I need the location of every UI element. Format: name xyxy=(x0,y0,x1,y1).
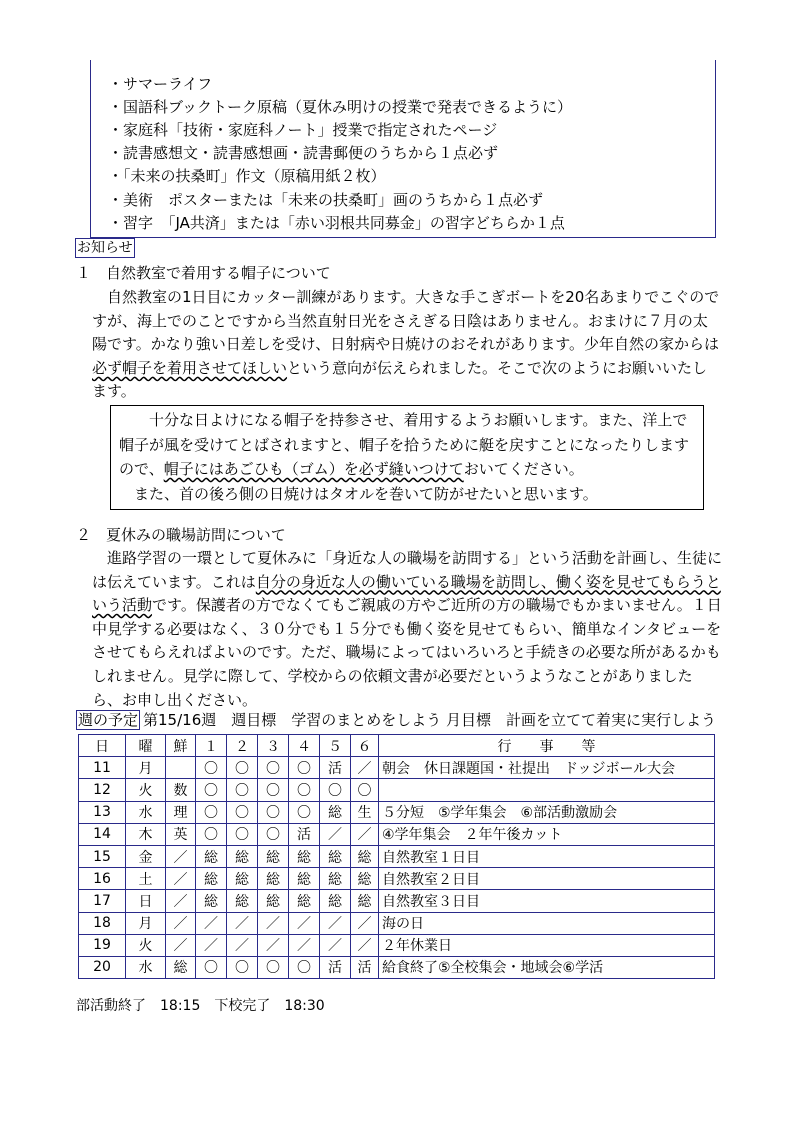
request-underline: 帽子にはあごひも（ゴム）を必ず縫いつけて xyxy=(163,460,464,478)
section2-underline: 自分の身近な人の働いている職場を訪問し、働く姿を見せてもらうという活動 xyxy=(92,572,721,615)
table-cell: 19 xyxy=(79,934,126,956)
table-cell: ／ xyxy=(351,823,379,845)
table-cell: ／ xyxy=(351,757,379,779)
section2-heading: ２ 夏休みの職場訪問について xyxy=(76,526,286,544)
homework-item: ・国語科ブックトーク原稿（夏休み明けの授業で発表できるように） xyxy=(108,98,572,116)
table-cell: ／ xyxy=(320,912,351,934)
event-cell: ④学年集会 ２年午後カット xyxy=(379,823,715,845)
schedule-title: 第15/16週 週目標 学習のまとめをしよう 月目標 計画を立てて着実に実行しよう xyxy=(143,711,717,729)
event-cell xyxy=(379,779,715,801)
column-header: ６ xyxy=(351,735,379,757)
table-cell: 活 xyxy=(289,823,320,845)
table-cell: 〇 xyxy=(227,757,258,779)
table-row xyxy=(79,779,715,801)
table-cell: ／ xyxy=(289,934,320,956)
table-cell: 〇 xyxy=(258,757,289,779)
column-header: ２ xyxy=(227,735,258,757)
table-cell: 14 xyxy=(79,823,126,845)
table-cell: 土 xyxy=(126,868,166,890)
table-cell xyxy=(166,757,196,779)
table-cell: 活 xyxy=(320,757,351,779)
table-cell: ／ xyxy=(351,912,379,934)
table-cell: 活 xyxy=(351,956,379,978)
table-row xyxy=(79,912,715,934)
table-cell: ／ xyxy=(227,912,258,934)
table-cell: 金 xyxy=(126,845,166,867)
table-cell: ／ xyxy=(166,868,196,890)
column-header: 行 事 等 xyxy=(379,735,715,757)
table-cell: 〇 xyxy=(258,956,289,978)
table-cell: 〇 xyxy=(289,779,320,801)
homework-item: ・読書感想文・読書感想画・読書郵便のうちから１点必ず xyxy=(108,144,499,162)
table-cell: 〇 xyxy=(196,801,227,823)
table-cell: 〇 xyxy=(289,757,320,779)
column-header: ５ xyxy=(320,735,351,757)
schedule-footer: 部活動終了 18:15 下校完了 18:30 xyxy=(76,998,325,1014)
table-cell: 12 xyxy=(79,779,126,801)
table-cell: 16 xyxy=(79,868,126,890)
table-cell: 総 xyxy=(289,845,320,867)
homework-item: ・「未来の扶桑町」作文（原稿用紙２枚） xyxy=(108,167,386,185)
table-cell: 総 xyxy=(351,890,379,912)
notice-label: お知らせ xyxy=(77,240,133,256)
schedule-table xyxy=(78,734,715,979)
table-cell: 理 xyxy=(166,801,196,823)
table-cell: 〇 xyxy=(258,779,289,801)
event-cell: 自然教室２日目 xyxy=(379,868,715,890)
table-cell: 総 xyxy=(196,890,227,912)
table-cell: 〇 xyxy=(196,823,227,845)
table-cell: 生 xyxy=(351,801,379,823)
table-cell: 水 xyxy=(126,801,166,823)
table-cell: 13 xyxy=(79,801,126,823)
table-cell: 総 xyxy=(320,868,351,890)
table-row xyxy=(79,845,715,867)
table-cell: 〇 xyxy=(351,779,379,801)
table-cell: ／ xyxy=(227,934,258,956)
section2-paragraph: 進路学習の一環として夏休みに「身近な人の職場を訪問する」という活動を計画し、生徒には伝えています。これは自分の身近な人の働いている職場を訪問し、働く姿を見せてもらうという活動です。保護者の方でなくてもご親戚の方やご近所の方の職場でもかまいません。１日中見学する必要はなく、３０分でも１５分でも働く姿を見せてもらい、簡単なインタビューをさせてもらえればよいのです。ただ、職場によってはいろいろと手続きの必要な所があるかもしれません。見学に際して、学校からの依頼文書が必要だというようなことがありましたら、お申し出ください。 xyxy=(92,549,723,709)
table-cell: 総 xyxy=(196,845,227,867)
table-cell: 総 xyxy=(320,845,351,867)
table-cell: ／ xyxy=(166,934,196,956)
table-cell: 総 xyxy=(258,868,289,890)
table-cell: ／ xyxy=(196,912,227,934)
table-cell: 総 xyxy=(320,801,351,823)
column-header: 鮮 xyxy=(166,735,196,757)
table-cell: ／ xyxy=(196,934,227,956)
request-text-2: また、首の後ろ側の日焼けはタオルを巻いて防がせたいと思います。 xyxy=(134,485,598,503)
table-cell: ／ xyxy=(166,912,196,934)
table-cell: 〇 xyxy=(258,823,289,845)
table-cell: ／ xyxy=(289,912,320,934)
table-cell: 水 xyxy=(126,956,166,978)
homework-item: ・サマーライフ xyxy=(108,75,213,93)
table-cell: ／ xyxy=(166,890,196,912)
column-header: ３ xyxy=(258,735,289,757)
table-row xyxy=(79,823,715,845)
section1-heading: １ 自然教室で着用する帽子について xyxy=(76,264,331,282)
table-row xyxy=(79,956,715,978)
column-header: 曜 xyxy=(126,735,166,757)
column-header: ４ xyxy=(289,735,320,757)
table-cell: 〇 xyxy=(289,956,320,978)
table-cell: 20 xyxy=(79,956,126,978)
request-box xyxy=(110,405,704,510)
table-cell: 英 xyxy=(166,823,196,845)
table-row xyxy=(79,757,715,779)
table-cell: ／ xyxy=(320,823,351,845)
event-cell: ５分短 ⑤学年集会 ⑥部活動激励会 xyxy=(379,801,715,823)
table-cell: 〇 xyxy=(227,801,258,823)
event-cell: 海の日 xyxy=(379,912,715,934)
table-cell: 日 xyxy=(126,890,166,912)
schedule-header xyxy=(76,711,716,729)
table-cell: 木 xyxy=(126,823,166,845)
table-header-row xyxy=(79,735,715,757)
homework-item: ・家庭科「技術・家庭科ノート」授業で指定されたページ xyxy=(108,121,498,139)
table-cell: 〇 xyxy=(289,801,320,823)
homework-item: ・習字 「JA共済」または「赤い羽根共同募金」の習字どちらか１点 xyxy=(108,214,565,232)
table-cell: 火 xyxy=(126,934,166,956)
table-cell: 15 xyxy=(79,845,126,867)
table-cell: 総 xyxy=(320,890,351,912)
table-cell: 〇 xyxy=(196,956,227,978)
event-cell: 給食終了⑤全校集会・地域会⑥学活 xyxy=(379,956,715,978)
event-cell: 朝会 休日課題国・社提出 ドッジボール大会 xyxy=(379,757,715,779)
schedule-label: 週の予定 xyxy=(78,711,139,729)
table-cell: 11 xyxy=(79,757,126,779)
table-cell: 活 xyxy=(320,956,351,978)
table-cell: 総 xyxy=(166,956,196,978)
table-cell: 月 xyxy=(126,757,166,779)
table-cell: 18 xyxy=(79,912,126,934)
request-text-1: 十分な日よけになる帽子を持参させ、着用するようお願いします。また、洋上で帽子が風を受けてとばされますと、帽子を拾うために艇を戻すことになったりしますので、帽子にはあごひも（ゴム）を必ず縫いつけておいてください。 xyxy=(119,411,690,478)
event-cell: 自然教室３日目 xyxy=(379,890,715,912)
table-row xyxy=(79,868,715,890)
table-cell: 火 xyxy=(126,779,166,801)
table-cell: 〇 xyxy=(227,823,258,845)
table-cell: ／ xyxy=(320,934,351,956)
table-cell: 総 xyxy=(351,845,379,867)
table-cell: 総 xyxy=(196,868,227,890)
table-cell: 総 xyxy=(227,845,258,867)
homework-item: ・美術 ポスターまたは「未来の扶桑町」画のうちから１点必ず xyxy=(108,191,544,209)
table-cell: 総 xyxy=(227,868,258,890)
table-cell: 17 xyxy=(79,890,126,912)
section1-paragraph: 自然教室の1日目にカッター訓練があります。大きな手こぎボートを20名あまりでこぐのですが、海上でのことですから当然直射日光をさえぎる日陰はありません。おまけに７月の太陽です。かなり強い日差しを受け、日射病や日焼けのおそれがあります。少年自然の家からは必ず帽子を着用させてほしいという意向が伝えられました。そこで次のようにお願いいたします。 xyxy=(92,288,720,401)
table-cell: ／ xyxy=(166,845,196,867)
table-row xyxy=(79,890,715,912)
section1-underline: 必ず帽子を着用させてほしい xyxy=(92,358,288,377)
event-cell: ２年休業日 xyxy=(379,934,715,956)
table-row xyxy=(79,934,715,956)
table-cell: 月 xyxy=(126,912,166,934)
table-cell: 〇 xyxy=(196,757,227,779)
table-cell: ／ xyxy=(258,934,289,956)
event-cell: 自然教室１日目 xyxy=(379,845,715,867)
table-cell: ／ xyxy=(258,912,289,934)
table-cell: 〇 xyxy=(320,779,351,801)
column-header: 日 xyxy=(79,735,126,757)
table-cell: 〇 xyxy=(227,779,258,801)
table-cell: 〇 xyxy=(258,801,289,823)
table-row xyxy=(79,801,715,823)
table-cell: ／ xyxy=(351,934,379,956)
table-cell: 総 xyxy=(289,890,320,912)
table-cell: 総 xyxy=(258,845,289,867)
table-cell: 数 xyxy=(166,779,196,801)
table-cell: 〇 xyxy=(227,956,258,978)
table-cell: 総 xyxy=(258,890,289,912)
table-cell: 〇 xyxy=(196,779,227,801)
column-header: １ xyxy=(196,735,227,757)
table-cell: 総 xyxy=(351,868,379,890)
table-cell: 総 xyxy=(227,890,258,912)
table-cell: 総 xyxy=(289,868,320,890)
